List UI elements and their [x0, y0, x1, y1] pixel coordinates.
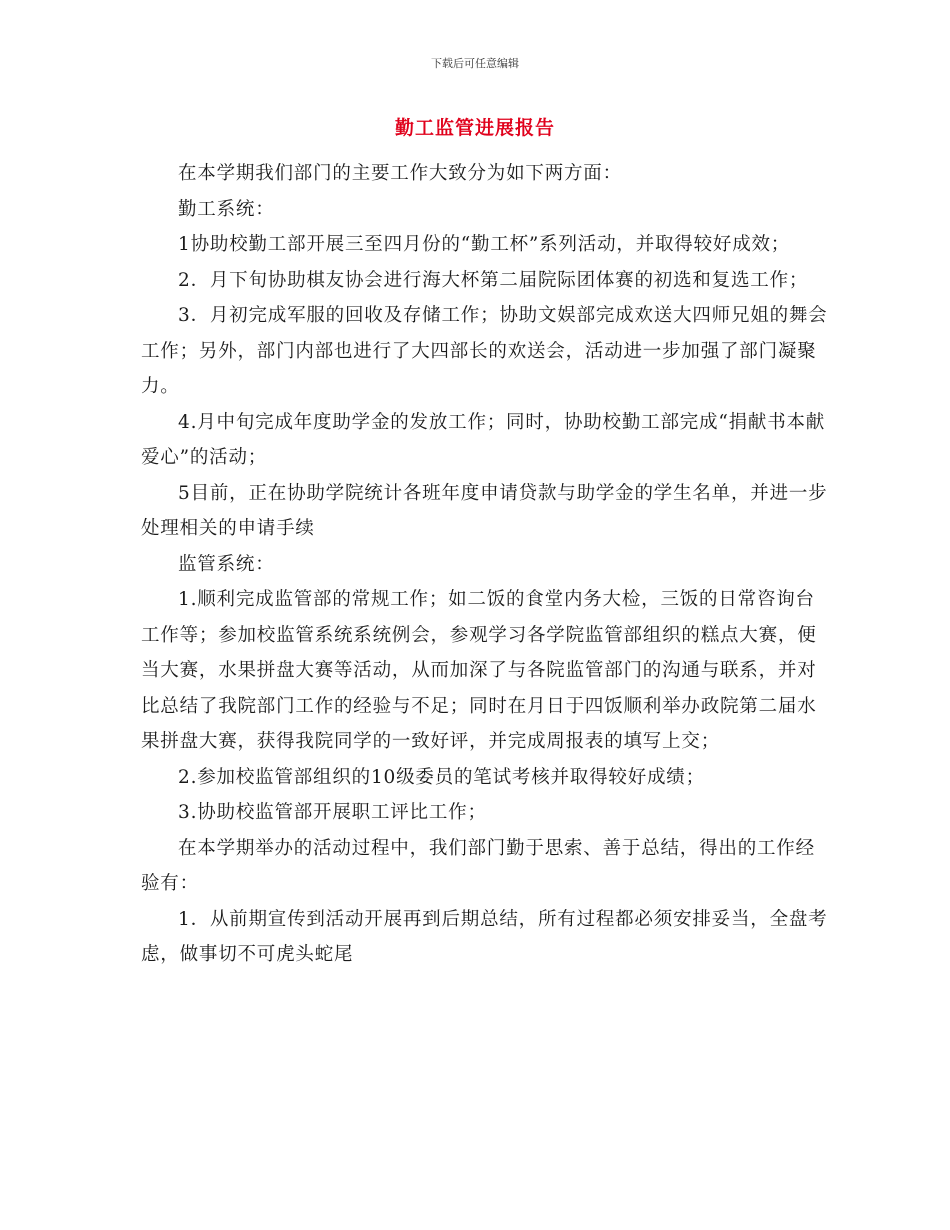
document-title: 勤工监管进展报告 — [394, 117, 555, 139]
qingong-item-1: 1协助校勤工部开展三至四月份的“勤工杯”系列活动，并取得较好成效； — [178, 234, 791, 255]
experience-item-1: 1．从前期宣传到活动开展再到后期总结，所有过程都必须安排妥当，全盘考虑，做事切不可虎头蛇尾 — [141, 908, 828, 965]
jianguan-item-1: 1.顺利完成监管部的常规工作；如二饭的食堂内务大检，三饭的日常咨询台工作等；参加校监管系统系统例会，参观学习各学院监管部组织的糕点大赛，便当大赛，水果拼盘大赛等活动，从而加深了与各院监管部门的沟通与联系，并对比总结了我院部门工作的经验与不足；同时在月日于四饭顺利举办政院第二届水果拼盘大赛，获得我院同学的一致好评，并完成周报表的填写上交； — [141, 589, 817, 752]
intro-paragraph: 在本学期我们部门的主要工作大致分为如下两方面： — [178, 163, 622, 184]
qingong-item-5: 5目前，正在协助学院统计各班年度申请贷款与助学金的学生名单，并进一步处理相关的申请手续 — [141, 482, 828, 539]
qingong-item-4: 4.月中旬完成年度助学金的发放工作；同时，协助校勤工部完成“捐献书本献爱心”的活动； — [141, 411, 826, 468]
section-heading-jianguan: 监管系统： — [178, 553, 275, 575]
qingong-item-3: 3．月初完成军服的回收及存储工作；协助文娱部完成欢送大四师兄姐的舞会工作；另外，部门内部也进行了大四部长的欢送会，活动进一步加强了部门凝聚力。 — [141, 305, 828, 397]
qingong-item-2: 2．月下旬协助棋友协会进行海大杯第二届院际团体赛的初选和复选工作； — [178, 269, 809, 291]
experience-intro-paragraph: 在本学期举办的活动过程中，我们部门勤于思索、善于总结，得出的工作经验有： — [141, 837, 815, 894]
jianguan-item-2: 2.参加校监管部组织的10级委员的笔试考核并取得较好成绩； — [178, 766, 705, 788]
header-note: 下载后可任意编辑 — [431, 57, 519, 70]
section-heading-qingong: 勤工系统： — [178, 198, 275, 220]
document-body — [141, 156, 831, 973]
jianguan-item-3: 3.协助校监管部开展职工评比工作； — [178, 802, 487, 823]
